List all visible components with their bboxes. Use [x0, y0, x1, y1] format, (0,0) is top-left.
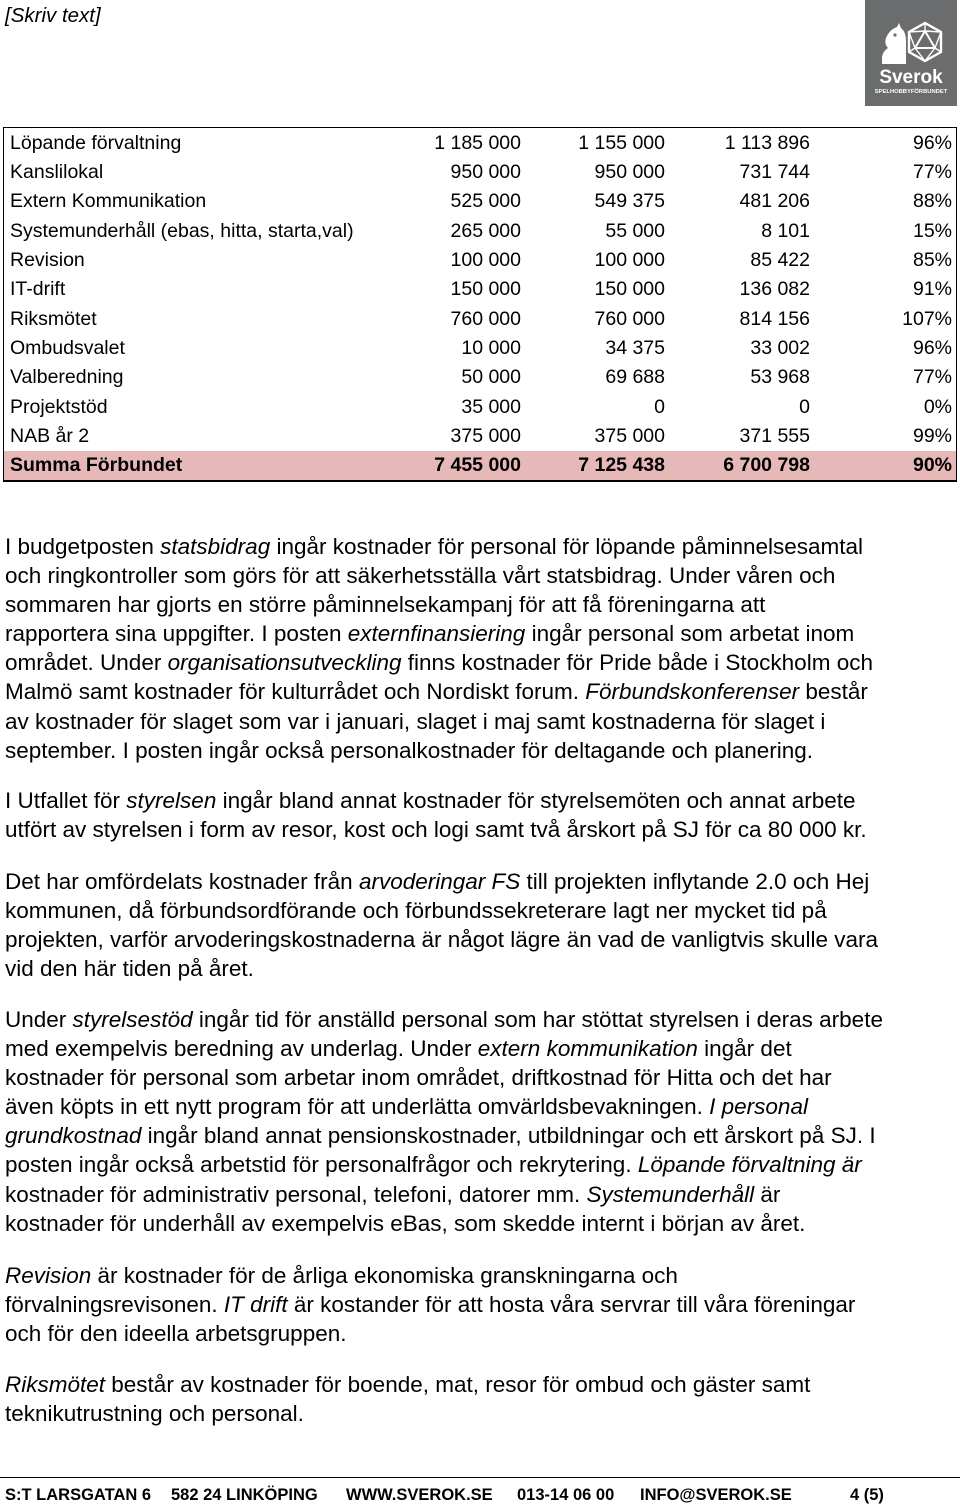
total-label: Summa Förbundet	[10, 454, 183, 477]
logo-wordmark: Sverok	[879, 67, 943, 88]
amount-col-2: 1 155 000	[578, 131, 665, 154]
footer-email: INFO@SVEROK.SE	[640, 1486, 792, 1504]
table-row	[4, 363, 956, 392]
total-amount-col-1: 7 455 000	[434, 454, 521, 477]
italic-term: Systemunderhåll	[586, 1181, 755, 1207]
table-row	[4, 128, 956, 157]
header-placeholder: [Skriv text]	[5, 4, 101, 27]
amount-col-1: 50 000	[461, 366, 521, 389]
body-text: till projekten inflytande 2.0 och Hej kommunen, då förbundsordförande och förbundssekreterare lagt ner mycket tid på projekten, varför arvoderingskostnaderna är något lägre än vad de vanligtvis skulle vara vid den här tiden på året.	[5, 869, 878, 982]
amount-col-3: 1 113 896	[724, 131, 810, 154]
footer-postal-code: 582 24 LINKÖPING	[171, 1486, 318, 1504]
footer-address: S:T LARSGATAN 6	[5, 1486, 152, 1504]
body-text: ingår personal som arbetat inom området. Under	[5, 621, 855, 676]
percent-value: 0%	[923, 395, 952, 418]
italic-term: IT drift	[223, 1292, 288, 1318]
amount-col-3: 33 002	[750, 336, 810, 359]
amount-col-2: 950 000	[594, 160, 665, 183]
body-text: ingår bland annat kostnader för styrelsemöten och annat arbete utfört av styrelsen i form av resor, kost och logi samt två årskort på SJ för ca 80 000 kr.	[5, 788, 867, 843]
amount-col-2: 69 688	[605, 366, 665, 389]
body-text: ingår tid för anställd personal som har stöttat styrelsen i deras arbete med exempelvis beredning av underlag. Under	[5, 1007, 883, 1062]
percent-value: 96%	[912, 336, 952, 359]
amount-col-1: 35 000	[461, 395, 521, 418]
amount-col-2: 760 000	[594, 307, 665, 330]
page-number: 4 (5)	[850, 1486, 884, 1504]
body-text: finns kostnader för Pride både i Stockholm och Malmö samt kostnader för kulturrådet och Nordiskt forum.	[5, 650, 873, 705]
amount-col-1: 1 185 000	[434, 131, 521, 154]
amount-col-2: 0	[654, 395, 665, 418]
percent-value: 91%	[912, 278, 952, 301]
italic-term: Löpande förvaltning är	[637, 1152, 862, 1178]
row-label: IT-drift	[10, 278, 66, 301]
sverok-logo	[865, 0, 957, 106]
percent-value: 77%	[912, 160, 952, 183]
row-label: Löpande förvaltning	[10, 131, 182, 154]
italic-term: arvoderingar FS	[358, 869, 521, 894]
table-row	[4, 333, 956, 362]
total-amount-col-3: 6 700 798	[723, 454, 810, 477]
amount-col-3: 85 422	[750, 248, 810, 271]
paragraph	[5, 1370, 955, 1428]
footer-divider	[0, 1477, 960, 1478]
footer-website: WWW.SVEROK.SE	[346, 1486, 493, 1504]
row-label: Systemunderhåll (ebas, hitta, starta,val)	[10, 219, 354, 242]
paragraph	[5, 867, 955, 983]
body-text: består av kostnader för slaget som var i januari, slaget i maj samt kostnaderna för slaget i september. I posten ingår också personalkostnader för deltagande och planering.	[5, 679, 868, 763]
paragraph	[5, 1261, 955, 1348]
italic-term: Riksmötet	[5, 1372, 106, 1397]
amount-col-1: 100 000	[450, 248, 521, 271]
amount-col-2: 100 000	[594, 248, 665, 271]
row-label: Extern Kommunikation	[10, 190, 207, 213]
row-label: Ombudsvalet	[10, 336, 125, 359]
paragraph	[5, 786, 955, 844]
body-text: är kostander för att hosta våra servrar till våra föreningar och för den ideella arbetsgruppen.	[5, 1292, 856, 1347]
row-label: Kanslilokal	[10, 160, 104, 183]
italic-term: I personal grundkostnad	[5, 1094, 808, 1149]
table-row	[4, 157, 956, 186]
amount-col-1: 375 000	[450, 424, 521, 447]
total-amount-col-2: 7 125 438	[578, 454, 665, 477]
amount-col-2: 549 375	[594, 190, 665, 213]
footer-phone: 013-14 06 00	[517, 1486, 615, 1504]
amount-col-3: 53 968	[750, 366, 810, 389]
amount-col-1: 950 000	[450, 160, 521, 183]
table-row	[4, 216, 956, 245]
amount-col-3: 136 082	[739, 278, 810, 301]
percent-value: 88%	[912, 190, 952, 213]
budget-table	[3, 127, 957, 482]
italic-term: styrelsen	[126, 788, 217, 813]
row-label: Riksmötet	[10, 307, 97, 330]
percent-value: 96%	[912, 131, 952, 154]
percent-value: 107%	[902, 307, 952, 330]
body-text: Under	[5, 1007, 73, 1032]
table-row	[4, 304, 956, 333]
amount-col-2: 34 375	[605, 336, 665, 359]
italic-term: extern kommunikation	[477, 1036, 698, 1062]
logo-knight-shape	[882, 23, 906, 64]
italic-term: organisationsutveckling	[167, 650, 402, 676]
amount-col-1: 760 000	[450, 307, 521, 330]
amount-col-2: 55 000	[605, 219, 665, 242]
table-row	[4, 187, 956, 216]
italic-term: Förbundskonferenser	[585, 679, 800, 705]
percent-value: 99%	[912, 424, 952, 447]
amount-col-3: 0	[799, 395, 810, 418]
amount-col-3: 814 156	[739, 307, 810, 330]
body-text: ingår det kostnader för personal som arbetar inom området, driftkostnad för Hitta och det har även köpts in ett nytt program för att underlätta omvärldsbevakningen.	[5, 1036, 832, 1120]
italic-term: statsbidrag	[160, 534, 271, 559]
amount-col-3: 371 555	[739, 424, 810, 447]
amount-col-2: 375 000	[594, 424, 665, 447]
amount-col-3: 731 744	[739, 160, 810, 183]
body-text: I budgetposten	[5, 534, 161, 559]
table-row	[4, 392, 956, 421]
paragraph	[5, 532, 955, 765]
amount-col-1: 10 000	[461, 336, 521, 359]
table-row	[4, 245, 956, 274]
row-label: Projektstöd	[10, 395, 108, 418]
percent-value: 85%	[912, 248, 952, 271]
amount-col-2: 150 000	[594, 278, 665, 301]
italic-term: externfinansiering	[347, 621, 526, 647]
body-text: kostnader för administrativ personal, telefoni, datorer mm.	[5, 1181, 581, 1207]
body-text: ingår kostnader för personal för löpande påminnelsesamtal och ringkontroller som görs för att säkerhetsställa vårt statsbidrag. Under våren och sommaren har gjorts en större påminnelsekampanj för att få föreningarna att rapportera sina uppgifter. I posten	[5, 534, 864, 647]
italic-term: styrelsestöd	[72, 1007, 193, 1032]
body-text: I Utfallet för	[5, 788, 127, 813]
body-text: ingår bland annat pensionskostnader, utbildningar och ett årskort på SJ. I posten ingår också arbetstid för personalfrågor och rekrytering.	[5, 1123, 876, 1178]
row-label: NAB år 2	[10, 424, 90, 447]
row-label: Revision	[10, 248, 85, 271]
logo-dice-face	[915, 31, 935, 48]
amount-col-1: 525 000	[450, 190, 521, 213]
sverok-logo-icon	[876, 20, 946, 66]
italic-term: Revision	[5, 1263, 92, 1288]
amount-col-3: 481 206	[739, 190, 810, 213]
amount-col-1: 150 000	[450, 278, 521, 301]
amount-col-1: 265 000	[450, 219, 521, 242]
body-text: består av kostnader för boende, mat, resor för ombud och gäster samt teknikutrustning och personal.	[5, 1372, 811, 1427]
percent-value: 15%	[912, 219, 952, 242]
table-total-row	[4, 451, 956, 482]
paragraph	[5, 1005, 955, 1238]
total-percent-value: 90%	[912, 454, 952, 477]
body-text: Det har omfördelats kostnader från	[5, 869, 359, 894]
table-row	[4, 421, 956, 450]
row-label: Valberedning	[10, 366, 124, 389]
table-row	[4, 275, 956, 304]
logo-knight-eye	[893, 33, 896, 36]
body-text: är kostnader för underhåll av exempelvis eBas, som skedde internt i början av året.	[5, 1181, 806, 1236]
body-text: är kostnader för de årliga ekonomiska granskningarna och förvalningsrevisonen.	[5, 1263, 678, 1318]
logo-tagline: SPELHOBBYFÖRBUNDET	[874, 89, 948, 95]
amount-col-3: 8 101	[761, 219, 810, 242]
percent-value: 77%	[912, 366, 952, 389]
